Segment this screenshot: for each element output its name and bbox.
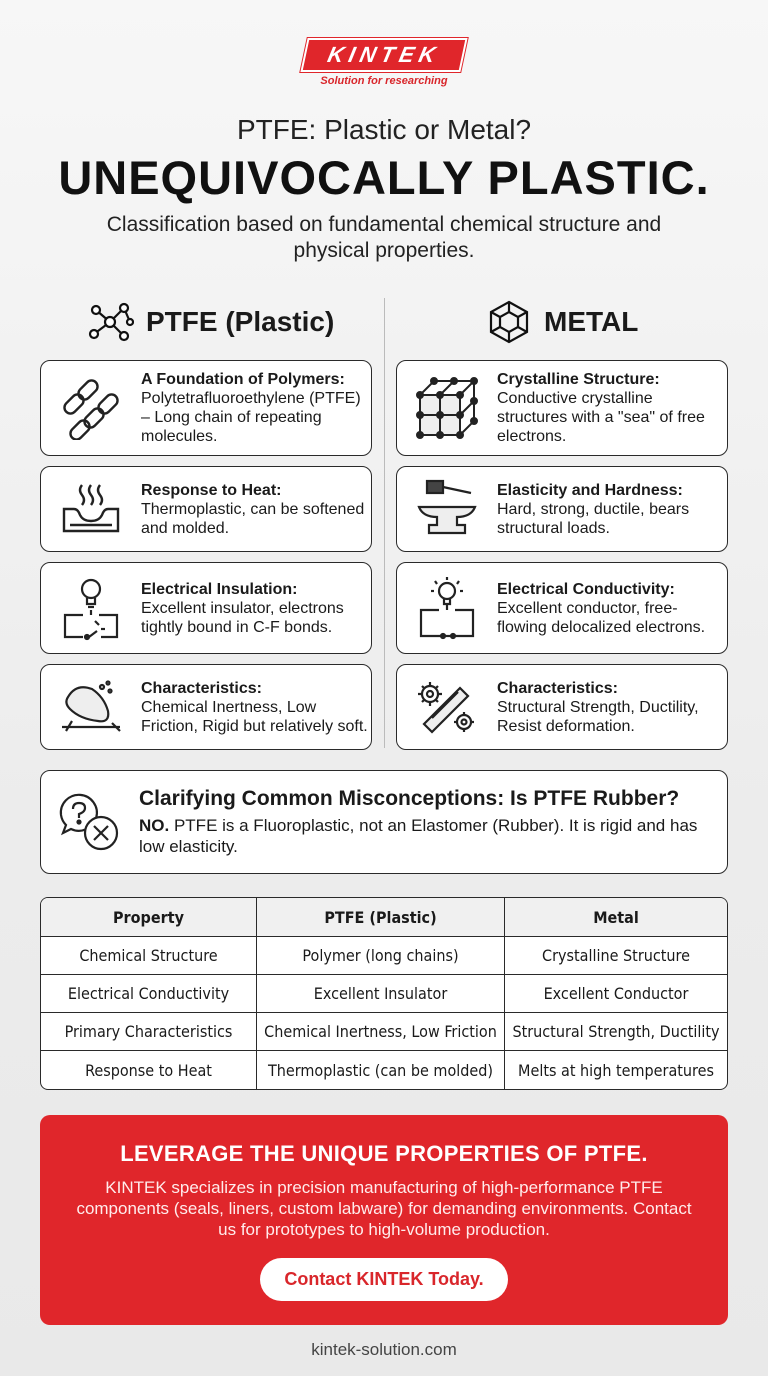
- page-question: PTFE: Plastic or Metal?: [236, 114, 532, 145]
- misconception-lead: NO.: [139, 816, 170, 835]
- slippery-pebble-icon: [58, 679, 124, 735]
- cta-body: KINTEK specializes in precision manufacturing of high-performance PTFE components (seals, liners, custom labware) for demanding environments. Contact us for prototypes to high-volume production.: [76, 1178, 692, 1239]
- misconception-text: [139, 815, 727, 857]
- table-cell: Electrical Conductivity: [41, 975, 257, 1013]
- ptfe-card-polymers: [40, 360, 372, 456]
- ptfe-card-insulation: [40, 562, 372, 654]
- misconception-title: Clarifying Common Misconceptions: Is PTFE Rubber?: [139, 787, 680, 810]
- misconception-body: PTFE is a Fluoroplastic, not an Elastomer (Rubber). It is rigid and has low elasticity.: [139, 816, 698, 856]
- crystal-icon: [486, 299, 532, 345]
- table-cell: Chemical Inertness, Low Friction: [257, 1013, 505, 1051]
- card-body: Hard, strong, ductile, bears structural loads.: [497, 500, 690, 537]
- ptfe-card-heat: [40, 466, 372, 552]
- card-title: Electrical Insulation:: [141, 580, 298, 598]
- card-title: Elasticity and Hardness:: [497, 481, 683, 499]
- metal-card-characteristics: [396, 664, 728, 750]
- table-cell: Chemical Structure: [41, 937, 257, 975]
- table-header: Property: [41, 898, 257, 937]
- contact-button[interactable]: Contact KINTEK Today.: [260, 1258, 507, 1301]
- table-header-row: [41, 898, 727, 937]
- heat-mold-icon: [60, 481, 122, 537]
- table-cell: Thermoplastic (can be molded): [257, 1051, 505, 1089]
- brand-logo: [0, 38, 768, 87]
- card-body: Chemical Inertness, Low Friction, Rigid but relatively soft.: [141, 698, 368, 735]
- gear-beam-icon: [414, 674, 480, 740]
- column-header-ptfe: [86, 298, 334, 346]
- footer-url[interactable]: kintek-solution.com: [311, 1340, 457, 1359]
- misconception-panel: [40, 770, 728, 874]
- logo-tagline: Solution for researching: [320, 75, 448, 87]
- metal-card-hardness: [396, 466, 728, 552]
- table-cell: Response to Heat: [41, 1051, 257, 1089]
- table-row: [41, 1051, 727, 1089]
- card-body: Conductive crystalline structures with a "sea" of free electrons.: [497, 390, 705, 445]
- card-body: Excellent conductor, free-flowing delocalized electrons.: [497, 599, 706, 636]
- card-title: Electrical Conductivity:: [497, 580, 675, 598]
- table-cell: Structural Strength, Ductility: [505, 1013, 727, 1051]
- molecule-icon: [86, 298, 134, 346]
- column-divider: [384, 298, 385, 748]
- table-header: PTFE (Plastic): [257, 898, 505, 937]
- page-title: UNEQUIVOCALLY PLASTIC.: [58, 151, 710, 204]
- table-header: Metal: [505, 898, 727, 937]
- table-cell: Excellent Conductor: [505, 975, 727, 1013]
- table-cell: Excellent Insulator: [257, 975, 505, 1013]
- card-body: Polytetrafluoroethylene (PTFE) – Long chain of repeating molecules.: [141, 390, 361, 445]
- chain-links-icon: [59, 376, 123, 440]
- card-body: Structural Strength, Ductility, Resist deformation.: [497, 698, 699, 735]
- table-cell: Crystalline Structure: [505, 937, 727, 975]
- metal-card-conductivity: [396, 562, 728, 654]
- metal-card-crystalline: [396, 360, 728, 456]
- question-cross-icon: [57, 789, 123, 855]
- ptfe-card-characteristics: [40, 664, 372, 750]
- table-row: [41, 937, 727, 975]
- logo-wordmark: KINTEK: [300, 38, 467, 72]
- table-cell: Polymer (long chains): [257, 937, 505, 975]
- closed-circuit-bulb-icon: [415, 575, 479, 641]
- card-title: Characteristics:: [141, 679, 262, 697]
- cta-title: LEVERAGE THE UNIQUE PROPERTIES OF PTFE.: [120, 1141, 648, 1166]
- column-title-ptfe: PTFE (Plastic): [146, 306, 335, 337]
- table-cell: Primary Characteristics: [41, 1013, 257, 1051]
- card-title: Response to Heat:: [141, 481, 282, 499]
- column-header-metal: [486, 298, 638, 346]
- open-circuit-bulb-icon: [59, 575, 123, 641]
- cta-panel: [40, 1115, 728, 1325]
- page-intro: Classification based on fundamental chemical structure and physical properties.: [106, 213, 662, 262]
- card-title: Crystalline Structure:: [497, 371, 660, 388]
- crystal-lattice-icon: [414, 375, 480, 441]
- table-row: [41, 975, 727, 1013]
- card-title: A Foundation of Polymers:: [141, 371, 345, 388]
- hammer-anvil-icon: [415, 479, 479, 539]
- card-title: Characteristics:: [497, 679, 618, 697]
- card-body: Excellent insulator, electrons tightly bound in C-F bonds.: [141, 599, 344, 636]
- card-body: Thermoplastic, can be softened and molded.: [141, 500, 365, 537]
- table-row: [41, 1013, 727, 1051]
- column-title-metal: METAL: [544, 306, 639, 337]
- comparison-table: [40, 897, 728, 1090]
- table-cell: Melts at high temperatures: [518, 1060, 714, 1080]
